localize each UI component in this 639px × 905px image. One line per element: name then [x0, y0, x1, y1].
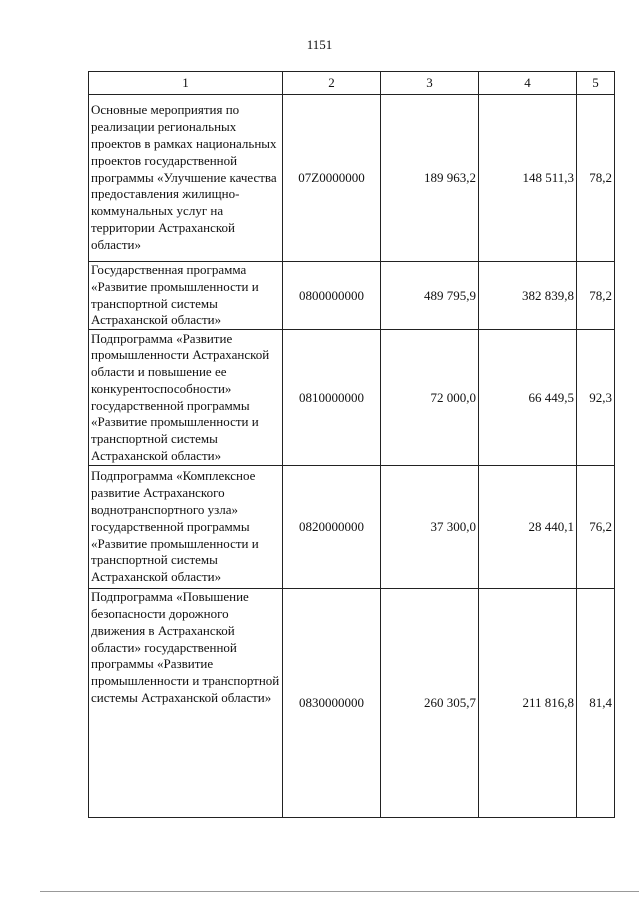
program-code-cell: 0810000000: [283, 330, 381, 466]
percent-cell: 78,2: [577, 262, 615, 330]
column-header-3: 3: [381, 72, 479, 95]
page-bottom-rule: [40, 891, 639, 892]
percent-cell: 92,3: [577, 330, 615, 466]
program-name-cell: Подпрограмма «Развитие промышленности Астраханской области и повышение ее конкурентоспособности» государственной программы «Развитие промышленности и транспортной системы Астраханской области»: [89, 330, 283, 466]
program-name-cell: Подпрограмма «Повышение безопасности дорожного движения в Астраханской области» государственной программы «Развитие промышленности и транспортной системы Астраханской области»: [89, 589, 283, 818]
percent-cell: 81,4: [577, 589, 615, 818]
planned-amount-cell: 189 963,2: [381, 95, 479, 262]
planned-amount-cell: 260 305,7: [381, 589, 479, 818]
program-code-cell: 07Z0000000: [283, 95, 381, 262]
page-number: 1151: [306, 37, 333, 52]
column-header-4: 4: [479, 72, 577, 95]
header-row: [89, 72, 615, 95]
percent-cell: 76,2: [577, 466, 615, 589]
column-header-5: 5: [577, 72, 615, 95]
percent-cell: 78,2: [577, 95, 615, 262]
planned-amount-cell: 72 000,0: [381, 330, 479, 466]
actual-amount-cell: 148 511,3: [479, 95, 577, 262]
planned-amount-cell: 37 300,0: [381, 466, 479, 589]
budget-table: [88, 71, 615, 818]
program-code-cell: 0820000000: [283, 466, 381, 589]
planned-amount-cell: 489 795,9: [381, 262, 479, 330]
table-row: [89, 466, 615, 589]
actual-amount-cell: 28 440,1: [479, 466, 577, 589]
program-code-cell: 0830000000: [283, 589, 381, 818]
table-row: [89, 589, 615, 818]
column-header-2: 2: [283, 72, 381, 95]
program-name-cell: Подпрограмма «Комплексное развитие Астраханского воднотранспортного узла» государственной программы «Развитие промышленности и транспортной системы Астраханской области»: [89, 466, 283, 589]
column-header-1: 1: [89, 72, 283, 95]
program-name-cell: Основные мероприятия по реализации региональных проектов в рамках национальных проектов государственной программы «Улучшение качества предоставления жилищно-коммунальных услуг на территории Астраханской области»: [89, 95, 283, 262]
program-code-cell: 0800000000: [283, 262, 381, 330]
table-row: [89, 95, 615, 262]
actual-amount-cell: 382 839,8: [479, 262, 577, 330]
actual-amount-cell: 211 816,8: [479, 589, 577, 818]
table-row: [89, 262, 615, 330]
table-row: [89, 330, 615, 466]
actual-amount-cell: 66 449,5: [479, 330, 577, 466]
program-name-cell: Государственная программа «Развитие промышленности и транспортной системы Астраханской области»: [89, 262, 283, 330]
